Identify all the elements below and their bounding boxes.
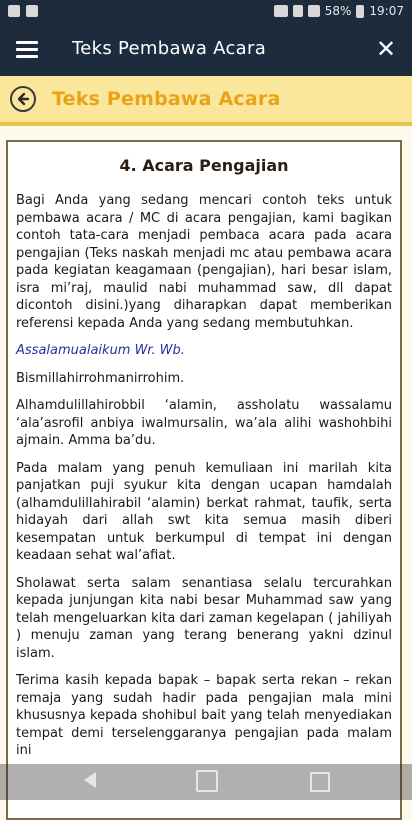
paragraph-alhamdulillah: Alhamdulillahirobbil ‘alamin, assholatu wassalamu ‘ala’asrofil anbiya iwalmursalin, wa’ala alihi washohbihi ajmain. Amma ba’du. [16, 398, 392, 448]
app-bar [0, 24, 412, 76]
arrow-left-icon [15, 91, 31, 107]
signal-icon [308, 5, 320, 17]
status-bar [0, 0, 412, 24]
wifi-icon [274, 5, 288, 17]
paragraph-greeting: Assalamualaikum Wr. Wb. [16, 343, 185, 358]
battery-percent: 58% [324, 4, 352, 18]
nav-home-icon[interactable] [196, 770, 218, 792]
nav-back-icon[interactable] [84, 772, 96, 788]
gallery-notification-icon [8, 5, 20, 17]
paragraph-syukur: Pada malam yang penuh kemuliaan ini marilah kita panjatkan puji syukur kita dengan ucapan hamdalah (alhamdulillahirabil ‘alamin) berkat rahmat, taufik, serta hidayah dari allah swt kita semua masih diberi kesempatan untuk berkumpul di tempat ini dengan keadaan sehat wal’afiat. [16, 460, 392, 563]
close-icon[interactable]: ✕ [375, 35, 397, 63]
clock: 19:07 [369, 4, 404, 18]
back-button[interactable] [10, 86, 36, 112]
hamburger-menu-icon[interactable] [14, 38, 40, 62]
paragraph-bismillah: Bismillahirrohmanirrohim. [16, 370, 185, 386]
paragraph-sholawat: Sholawat serta salam senantiasa selalu tercurahkan kepada junjungan kita nabi besar Muhammad saw yang telah mengeluarkan kita dari zaman kegelapan ( jahiliyah ) menuju zaman yang terang benerang yakni dzinul islam. [16, 575, 392, 661]
paragraph-terimakasih: Terima kasih kepada bapak – bapak serta rekan – rekan remaja yang sudah hadir pada pengajian mala mini khususnya kepada shohibul bait yang telah menyediakan tempat demi terselenggaranya pengajian pada malam ini [16, 673, 392, 758]
page-header [0, 76, 412, 126]
nav-recents-icon[interactable] [310, 772, 330, 792]
sim-icon [293, 5, 303, 17]
app-title: Teks Pembawa Acara [72, 38, 267, 59]
system-nav-bar [0, 764, 412, 800]
battery-icon [356, 5, 364, 18]
article-body [16, 192, 392, 770]
header-title: Teks Pembawa Acara [52, 88, 281, 110]
paragraph-intro: Bagi Anda yang sedang mencari contoh teks untuk pembawa acara / MC di acara pengajian, kami bagikan contoh tata-cara menjadi pembaca acara pada acara pengajian (Teks naskah menjadi mc atau pembawa acara pada kegiatan keagamaan (pengajian), hari besar islam, isra mi’raj, maulid nabi muhammad saw, dll dapat dicontoh disini.)yang diharapkan dapat memberikan referensi kepada Anda yang sedang membutuhkan. [16, 193, 392, 331]
app-notification-icon [26, 5, 38, 17]
content-card [6, 140, 402, 820]
section-title: 4. Acara Pengajian [119, 156, 289, 175]
